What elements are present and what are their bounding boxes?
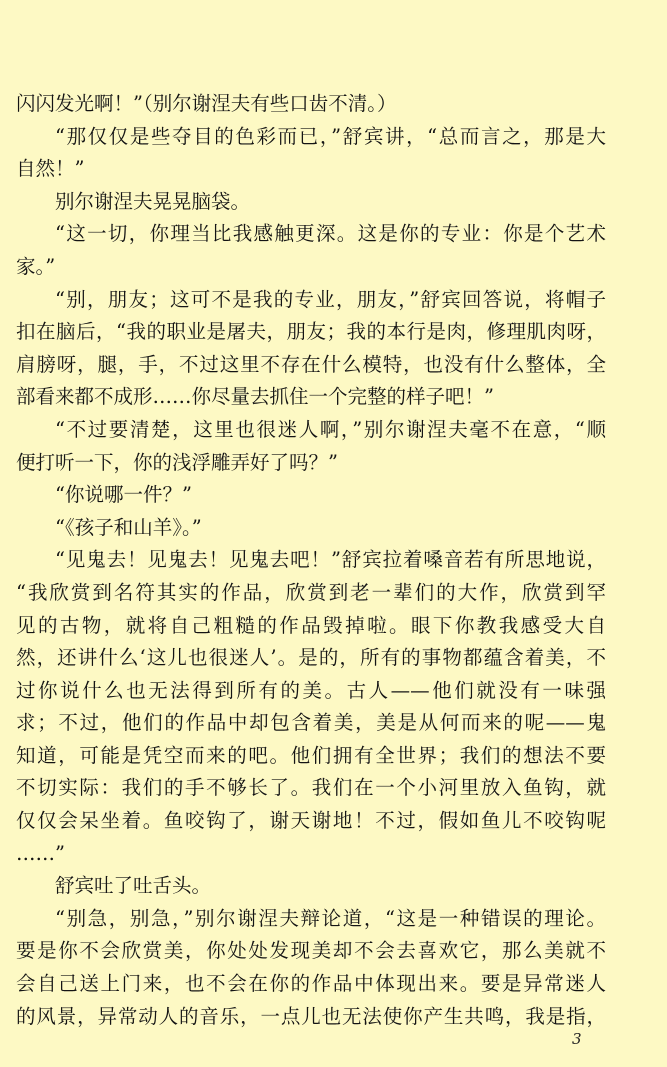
- text-line: “不过要清楚，这里也很迷人啊，”别尔谢涅夫毫不在意，“顺: [55, 417, 606, 441]
- text-line: 不切实际：我们的手不够长了。我们在一个小河里放入鱼钩，就: [16, 776, 606, 800]
- text-line: “我欣赏到名符其实的作品，欣赏到老一辈们的大作，欣赏到罕: [16, 580, 606, 604]
- text-line: 要是你不会欣赏美，你处处发现美却不会去喜欢它，那么美就不: [16, 939, 606, 963]
- text-line: 知道，可能是凭空而来的吧。他们拥有全世界；我们的想法不要: [16, 743, 606, 767]
- text-line: 过你说什么也无法得到所有的美。古人——他们就没有一味强: [16, 678, 606, 702]
- text-line: “别急，别急，”别尔谢涅夫辩论道，“这是一种错误的理论。: [55, 906, 606, 930]
- text-line: 家。”: [16, 254, 56, 278]
- text-line: 别尔谢涅夫晃晃脑袋。: [55, 189, 251, 213]
- text-line: “这一切，你理当比我感触更深。这是你的专业：你是个艺术: [55, 222, 606, 246]
- text-line: 自然！”: [16, 157, 85, 181]
- text-line: “见鬼去！见鬼去！见鬼去吧！”舒宾拉着嗓音若有所思地说，: [55, 548, 606, 572]
- text-line: 肩膀呀，腿，手，不过这里不存在什么模特，也没有什么整体，全: [16, 352, 606, 376]
- text-line: “别，朋友；这可不是我的专业，朋友，”舒宾回答说，将帽子: [55, 287, 606, 311]
- text-line: 求；不过，他们的作品中却包含着美，美是从何而来的呢——鬼: [16, 711, 606, 735]
- text-line: 仅仅会呆坐着。鱼咬钩了，谢天谢地！不过，假如鱼儿不咬钩呢: [16, 809, 606, 833]
- text-line: 部看来都不成形……你尽量去抓住一个完整的样子吧！”: [16, 385, 494, 409]
- text-line: “你说哪一件？”: [55, 483, 192, 507]
- text-line: ……”: [16, 841, 65, 865]
- text-line: 的风景，异常动人的音乐，一点儿也无法使你产生共鸣，我是指，: [16, 1004, 606, 1028]
- text-line: 会自己送上门来，也不会在你的作品中体现出来。要是异常迷人: [16, 972, 606, 996]
- page-number: 3: [572, 1030, 582, 1048]
- text-line: 然，还讲什么‘这儿也很迷人’。是的，所有的事物都蕴含着美，不: [16, 646, 606, 670]
- text-line: “那仅仅是些夺目的色彩而已，”舒宾讲，“总而言之，那是大: [55, 124, 606, 148]
- body-text: [16, 88, 606, 1033]
- text-line: 舒宾吐了吐舌头。: [55, 874, 212, 898]
- text-line: 见的古物，就将自己粗糙的作品毁掉啦。眼下你教我感受大自: [16, 613, 606, 637]
- text-line: “《孩子和山羊》。”: [55, 515, 202, 539]
- text-line: 闪闪发光啊！”（别尔谢涅夫有些口齿不清。）: [16, 92, 397, 115]
- text-line: 扣在脑后，“我的职业是屠夫，朋友；我的本行是肉，修理肌肉呀，: [16, 320, 606, 344]
- text-line: 便打听一下，你的浅浮雕弄好了吗？”: [16, 450, 338, 474]
